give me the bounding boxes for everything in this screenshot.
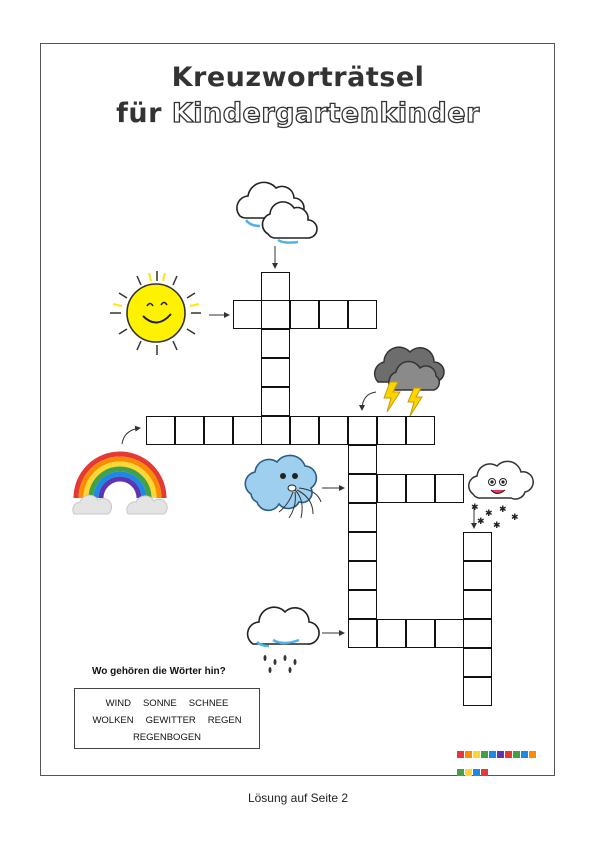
svg-text:✱: ✱ [477,517,485,527]
word-item: SCHNEE [188,698,229,709]
word-bank [74,688,260,749]
wind-cloud-icon [243,452,323,534]
page-title: Kreuzworträtsel [171,62,425,93]
snow-cloud-icon [465,458,535,530]
word-item: SONNE [142,698,177,709]
svg-text:✱: ✱ [471,503,479,513]
rain-cloud-icon [243,602,321,678]
footer-solution-note: Lösung auf Seite 2 [247,791,349,805]
word-bank-row [75,712,259,729]
word-bank-row [75,695,259,712]
word-bank-row [75,729,259,746]
cloud-icon [228,178,320,248]
word-item: GEWITTER [145,715,196,726]
svg-text:✱: ✱ [499,505,507,515]
publisher-logo [457,745,537,781]
subtitle-prefix: für [116,98,172,129]
svg-text:✱: ✱ [493,521,501,531]
svg-text:✱: ✱ [485,509,493,519]
subtitle-outline-text: Kindergartenkinder [171,98,480,129]
word-bank-question: Wo gehören die Wörter hin? [92,666,226,677]
word-item: REGEN [207,715,242,726]
sun-icon [105,268,207,358]
word-item: WOLKEN [92,715,134,726]
svg-text:✱: ✱ [511,513,519,523]
rainbow-icon [70,448,170,520]
word-item: WIND [105,698,131,709]
thunderstorm-icon [368,340,444,418]
word-item: REGENBOGEN [132,732,202,743]
